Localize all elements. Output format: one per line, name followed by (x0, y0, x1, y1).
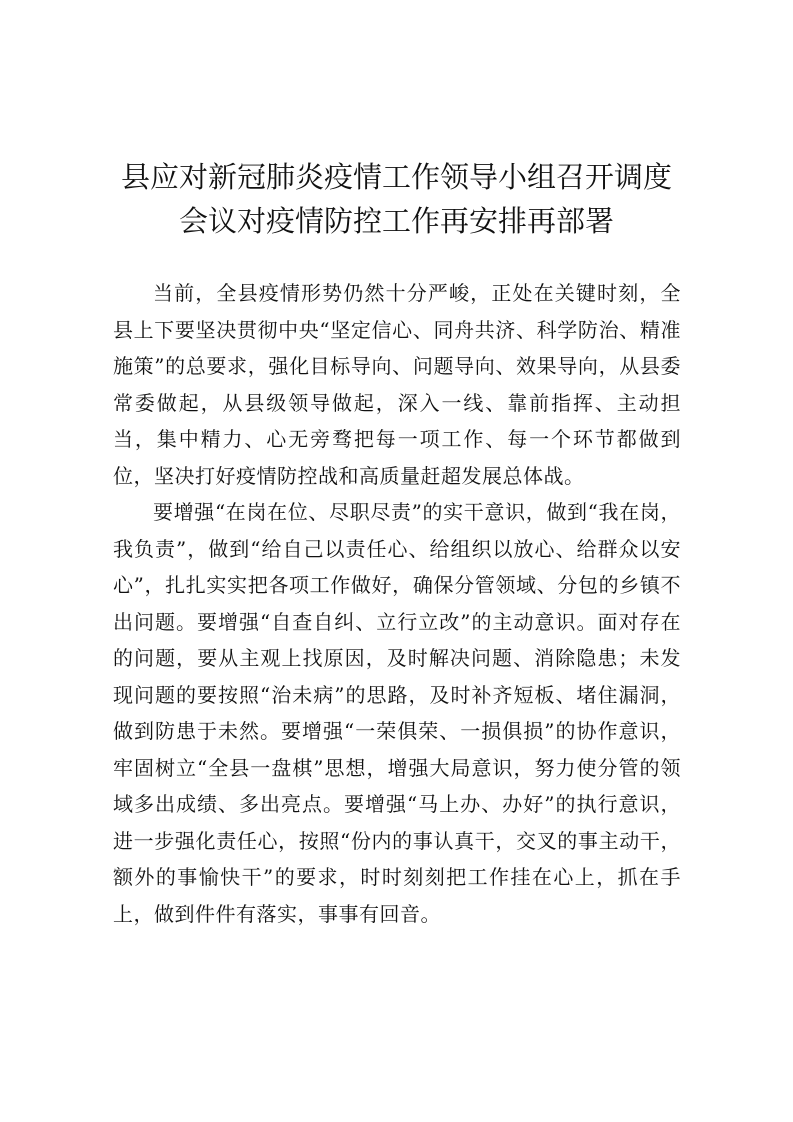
document-body (113, 275, 681, 932)
paragraph-2: 要增强“在岗在位、尽职尽责”的实干意识，做到“我在岗，我负责”，做到“给自己以责任心、给组织以放心、给群众以安心”，扎扎实实把各项工作做好，确保分管领域、分包的乡镇不出问题。要增强“自查自纠、立行立改”的主动意识。面对存在的问题，要从主观上找原因，及时解决问题、消除隐患；未发现问题的要按照“治未病”的思路，及时补齐短板、堵住漏洞，做到防患于未然。要增强“一荣俱荣、一损俱损”的协作意识，牢固树立“全县一盘棋”思想，增强大局意识，努力使分管的领域多出成绩、多出亮点。要增强“马上办、办好”的执行意识，进一步强化责任心，按照“份内的事认真干，交叉的事主动干，额外的事愉快干”的要求，时时刻刻把工作挂在心上，抓在手上，做到件件有落实，事事有回音。 (113, 500, 681, 926)
title-line-1: 县应对新冠肺炎疫情工作领导小组召开调度 (120, 160, 672, 194)
title-line-2: 会议对疫情防控工作再安排再部署 (178, 204, 614, 238)
document-title (80, 155, 713, 243)
paragraph-1: 当前，全县疫情形势仍然十分严峻，正处在关键时刻，全县上下要坚决贯彻中央“坚定信心、同舟共济、科学防治、精准施策”的总要求，强化目标导向、问题导向、效果导向，从县委常委做起，从县级领导做起，深入一线、靠前指挥、主动担当，集中精力、心无旁骛把每一项工作、每一个环节都做到位，坚决打好疫情防控战和高质量赶超发展总体战。 (113, 281, 681, 488)
